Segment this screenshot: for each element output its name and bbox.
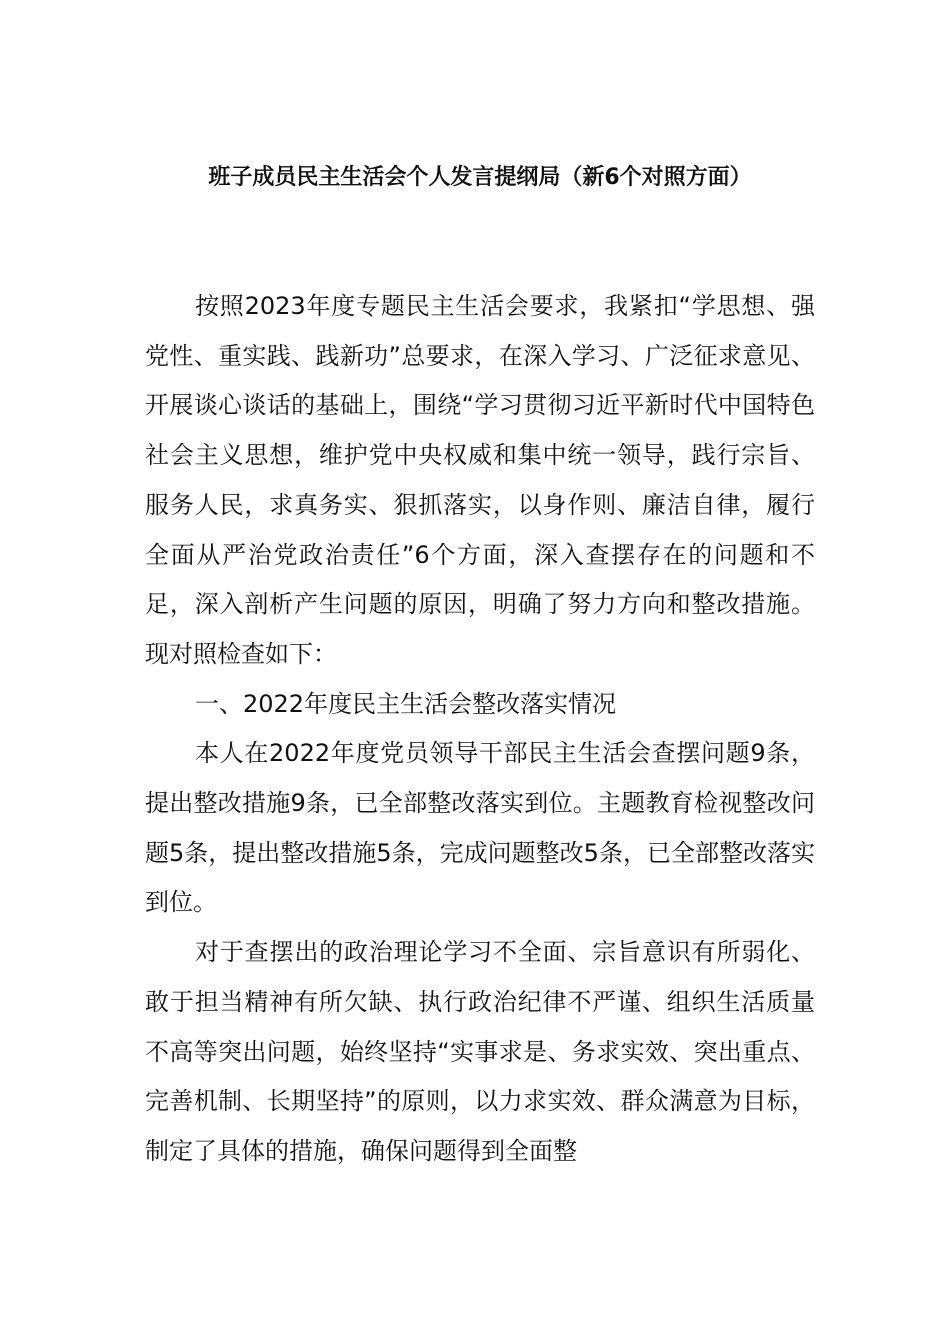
paragraph-rectification-detail: 对于查摆出的政治理论学习不全面、宗旨意识有所弱化、敢于担当精神有所欠缺、执行政治纪律不严谨、组织生活质量不高等突出问题，始终坚持“实事求是、务求实效、突出重点、完善机制、长期坚持”的原则，以力求实效、群众满意为目标，制定了具体的措施，确保问题得到全面整 xyxy=(145,938,815,1165)
section-heading-1: 一、2022年度民主生活会整改落实情况 xyxy=(195,689,617,718)
paragraph-intro: 按照2023年度专题民主生活会要求，我紧扣“学思想、强党性、重实践、践新功”总要求，在深入学习、广泛征求意见、开展谈心谈话的基础上，围绕“学习贯彻习近平新时代中国特色社会主义思想，维护党中央权威和集中统一领导，践行宗旨、服务人民，求真务实、狠抓落实，以身作则、廉洁自律，履行全面从严治党政治责任”6个方面，深入查摆存在的问题和不足，深入剖析产生问题的原因，明确了努力方向和整改措施。现对照检查如下： xyxy=(145,292,815,668)
document-body xyxy=(145,282,815,1177)
document-title: 班子成员民主生活会个人发言提纲局（新6个对照方面） xyxy=(208,165,752,190)
paragraph-rectification-summary: 本人在2022年度党员领导干部民主生活会查摆问题9条，提出整改措施9条，已全部整改落实到位。主题教育检视整改问题5条，提出整改措施5条，完成问题整改5条，已全部整改落实到位。 xyxy=(145,739,815,917)
